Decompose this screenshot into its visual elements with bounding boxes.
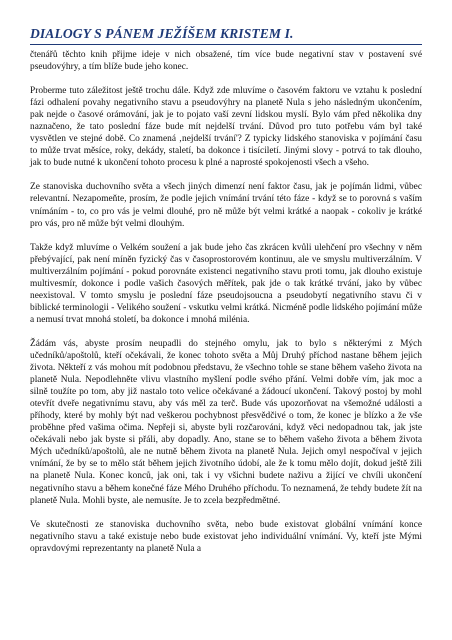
paragraph: Ve skutečnosti ze stanoviska duchovního světa, nebo bude existovat globální vnímání konce negativního stavu a také existuje nebo bude existovat jeho individuální vnímání. Vy, kteří jste Mými opravdovými reprezentanty na planetě Nula a [30,519,422,554]
paragraph: Žádám vás, abyste prosím neupadli do stejného omylu, jak to bylo s některými z Mých učedníků/apoštolů, kteří očekávali, že konec tohoto světa a Můj Druhý příchod nastane během jejich života. Někteří z vás mohou mít podobnou představu, že všechno tohle se stane během vašeho života na planetě Nula. Nepodlehněte vlivu vlastního myšlení podle svého přání. Velmi dobře vím, jak moc a silně toužíte po tom, aby již nastalo toto velice očekávané a žádoucí ukončení. Takový postoj by mohl otevřít dveře negativnímu stavu, aby vás měl za terč. Bude vás upozorňovat na všemožné události a příhody, které by mohly být nad veškerou pochybnost přesvědčivé o tom, že konec je blízko a že vše proběhne před vašima očima. Nepřeji si, abyste byli rozčarováni, když věci nedopadnou tak, jak jste očekávali nebo jak byste si přáli, aby dopadly. Ano, stane se to během vašeho života a během života Mých učedníků/apoštolů, ale ne nutně během života na planetě Nula. Jejich omyl nespočíval v jejich vnímání, že by se to mělo stát během jejich životního údobí, ale že k tomu mělo dojít, dokud ještě žili na planetě Nula. Konec konců, jak oni, tak i vy všichni budete naživu a žijící ve chvíli ukončení negativního stavu a během konečné fáze Mého Druhého příchodu. To neznamená, že tehdy budete žít na planetě Nula. Mohli byste, ale nemusíte. Je to zcela bezpředmětné. [30,338,422,506]
paragraph: Takže když mluvíme o Velkém soužení a jak bude jeho čas zkrácen kvůli ulehčení pro všechny v něm přebývající, pak není míněn fyzický čas v časoprostorovém kontinuu, ale ve smyslu multiverzálním. V multiverzálním pojímání - pokud porovnáte existenci negativního stavu proti tomu, jak dlouho existuje multivesmír, dokonce i podle vašich časových měřítek, pak jde o tak krátké trvání, jako by vůbec neexistoval. V tomto smyslu je poslední fáze pseudojsoucna a pseudobytí negativního stavu či v biblické terminologii - Velikého soužení - vskutku velmi krátká. Nicméně podle lidského pojímání může a nemusí trvat mnohá století, ba dokonce i mnohá milénia. [30,242,422,325]
document-body [30,49,422,555]
paragraph: Ze stanoviska duchovního světa a všech jiných dimenzí není faktor času, jak je pojímán lidmi, vůbec relevantní. Nezapomeňte, prosím, že podle jejich vnímání trvání této fáze - když se to porovná s vaším vnímáním - to, co pro vás je velmi dlouhé, pro ně může být velmi krátké a naopak - cokoliv je krátké pro vás, pro ně může být velmi dlouhým. [30,182,422,229]
paragraph: čtenářů těchto knih přijme ideje v nich obsažené, tím více bude negativní stav v postavení své pseudovýhry, a tím blíže bude jeho konec. [30,50,422,73]
page-header-title: DIALOGY S PÁNEM JEŽÍŠEM KRISTEM I. [30,26,294,41]
header-divider [30,44,422,45]
paragraph: Proberme tuto záležitost ještě trochu dále. Když zde mluvíme o časovém faktoru ve vztahu k poslední fázi odhalení povahy negativního stavu a pseudovýhry na planetě Nula s jeho následným ukončením, pak nejde o časové orámování, jak je to pojato vaší zevní lidskou myslí. Bylo vám před několika dny naznačeno, že tato poslední fáze bude mít nejdelší trvání. Důvod pro tuto potřebu vám byl také vysvětlen ve stejné době. Co znamená ‚nejdelší trvání'? Z typicky lidského stanoviska v pojímání času to může trvat měsíce, roky, dekády, staletí, ba dokonce i tisíciletí. Jinými slovy - potrvá to tak dlouho, jak to bude nutné k ukončení tohoto procesu k plné a naprosté spokojenosti všech a všeho. [30,86,422,169]
